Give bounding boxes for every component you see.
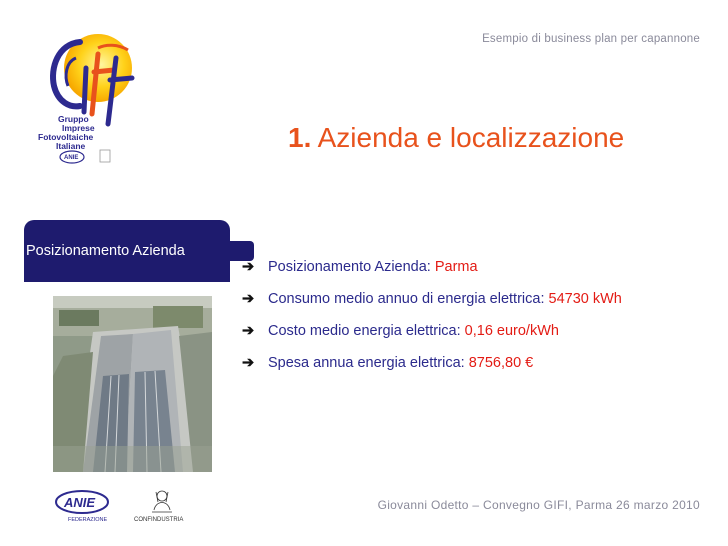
sidebar-tab-label: Posizionamento Azienda <box>24 241 254 261</box>
arrow-right-icon: ➔ <box>242 291 255 307</box>
svg-text:FEDERAZIONE: FEDERAZIONE <box>68 517 108 523</box>
bullet-label: Spesa annua energia elettrica: <box>268 355 469 371</box>
bullet-list <box>242 259 728 387</box>
bullet-value: 0,16 euro/kWh <box>464 323 559 339</box>
svg-text:CONFINDUSTRIA: CONFINDUSTRIA <box>134 517 184 523</box>
svg-text:Italiane: Italiane <box>56 141 86 151</box>
bullet-item <box>242 291 728 323</box>
svg-text:Imprese: Imprese <box>62 123 95 133</box>
svg-text:Fotovoltaiche: Fotovoltaiche <box>38 132 94 142</box>
page-title <box>288 122 624 154</box>
footer-text: Giovanni Odetto – Convegno GIFI, Parma 26 marzo 2010 <box>377 498 700 512</box>
bullet-item <box>242 259 728 291</box>
svg-text:Gruppo: Gruppo <box>58 114 89 124</box>
anie-logo <box>52 488 130 524</box>
header-subtitle: Esempio di business plan per capannone <box>482 33 700 45</box>
bullet-value: 8756,80 € <box>468 355 534 371</box>
svg-text:ANIE: ANIE <box>64 155 79 161</box>
title-text: Azienda e localizzazione <box>317 122 625 153</box>
sidebar-tab <box>24 220 230 282</box>
confindustria-logo <box>132 486 192 524</box>
bullet-item <box>242 323 728 355</box>
svg-text:ANIE: ANIE <box>64 495 96 510</box>
bullet-label: Posizionamento Azienda: <box>268 259 435 275</box>
aerial-warehouse-photo <box>53 296 212 472</box>
arrow-right-icon: ➔ <box>242 259 255 275</box>
arrow-right-icon: ➔ <box>242 355 255 371</box>
letter-i-shape <box>84 68 86 112</box>
gifi-logo <box>36 28 154 176</box>
title-number: 1. <box>288 122 312 153</box>
bullet-label: Costo medio energia elettrica: <box>268 323 465 339</box>
bullet-label: Consumo medio annuo di energia elettrica: <box>268 291 549 307</box>
arrow-right-icon: ➔ <box>242 323 255 339</box>
bullet-value: 54730 kWh <box>548 291 622 307</box>
bullet-value: Parma <box>434 259 478 275</box>
bullet-item <box>242 355 728 387</box>
